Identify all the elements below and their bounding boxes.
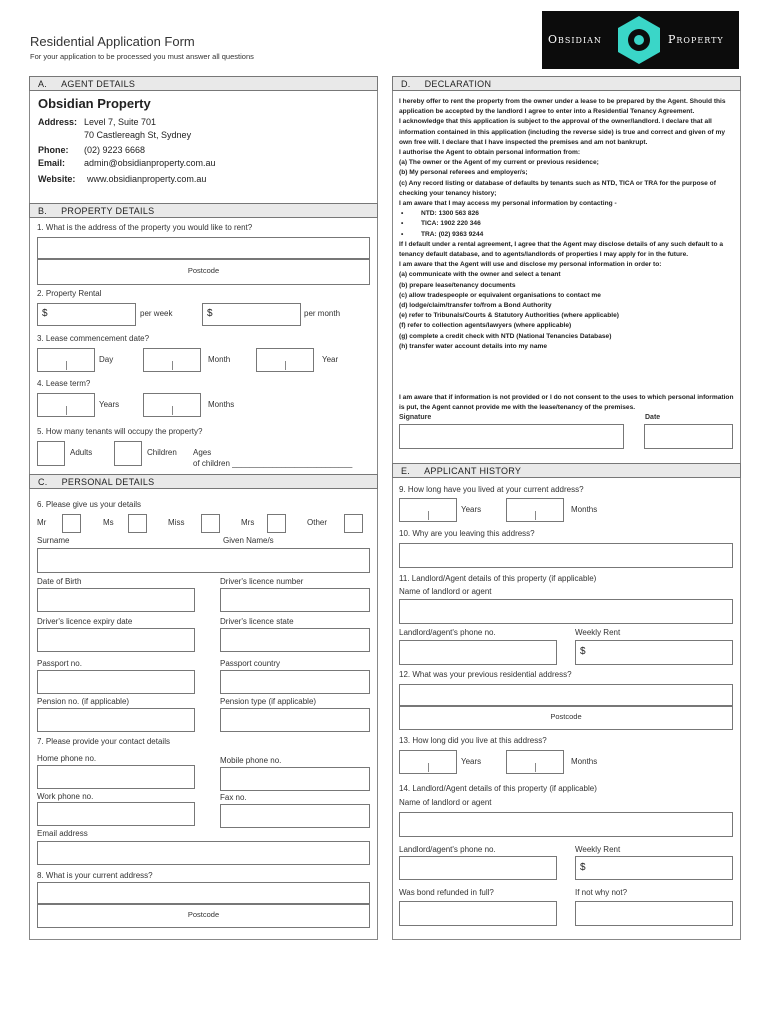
email-input[interactable] [37, 841, 370, 865]
section-personal-details: C. PERSONAL DETAILS [29, 474, 378, 489]
previous-address-input[interactable] [399, 684, 733, 706]
bullet-item: • TRA: (02) 9363 9244 [399, 230, 735, 240]
q13-label: 13. How long did you live at this address? [399, 736, 547, 745]
use-item: (c) allow tradespeople or equivalent organisations to contact me [399, 291, 601, 299]
declaration-para-1: I hereby offer to rent the property from the owner under a lease to be prepared by the Agent. Should this application be accepted by the landlord I agree to enter into a Residential Tenancy Agreement. [399, 98, 726, 116]
ages-label: Ages [193, 448, 212, 457]
lease-months-input[interactable] [143, 393, 201, 417]
use-item: (d) lodge/claim/transfer to/from a Bond Authority [399, 302, 552, 310]
logo-text-right: Property [668, 33, 724, 46]
use-item: (g) complete a credit check with NTD (National Tenancies Database) [399, 332, 612, 340]
q2-label: 2. Property Rental [37, 289, 102, 298]
postcode-label: Postcode [187, 910, 220, 919]
signature-label: Signature [399, 414, 432, 421]
current-months-input[interactable] [506, 498, 564, 522]
other-label: Other [307, 518, 328, 527]
use-item: (f) refer to collection agents/lawyers (where applicable) [399, 322, 572, 330]
contact-bullets [399, 209, 735, 240]
year-label: Year [322, 355, 339, 364]
licence-state-label: Driver's licence state [220, 617, 294, 626]
work-phone-label: Work phone no. [37, 792, 94, 801]
licence-expiry-label: Driver's licence expiry date [37, 617, 133, 626]
weekly-rent-label: Weekly Rent [575, 845, 621, 854]
declaration-para-6: I am aware that the Agent will use and disclose my personal information in order to: [399, 261, 662, 269]
declaration-para-7: I am aware that if information is not provided or I do not consent to the uses to which personal information is put, the Agent cannot provide me with the lease/tenancy of the premises. [399, 394, 734, 412]
postcode-label: Postcode [187, 266, 220, 275]
agent-name: Obsidian Property [38, 96, 151, 111]
day-label: Day [99, 355, 114, 364]
rent-per-month-input[interactable] [202, 303, 301, 326]
q4-label: 4. Lease term? [37, 379, 91, 388]
previous-years-input[interactable] [399, 750, 457, 774]
property-address-input[interactable] [37, 237, 370, 259]
q8-label: 8. What is your current address? [37, 871, 153, 880]
declaration-para-4: I am aware that I may access my personal information by contacting - [399, 200, 617, 208]
ages-of-children-line[interactable]: of children ___________________________ [193, 459, 353, 468]
month-label: Month [208, 355, 231, 364]
dob-input[interactable] [37, 588, 195, 612]
mobile-phone-input[interactable] [220, 767, 370, 791]
weekly-rent-input[interactable] [575, 640, 733, 665]
work-phone-input[interactable] [37, 802, 195, 826]
logo-emblem-icon [613, 14, 665, 66]
mobile-phone-label: Mobile phone no. [220, 756, 282, 765]
declaration-para-3a: (a) The owner or the Agent of my current or previous residence; [399, 159, 599, 167]
agent-email: admin@obsidianproperty.com.au [84, 158, 216, 168]
date-label: Date [645, 414, 661, 421]
rent-per-week-input[interactable] [37, 303, 136, 326]
declaration-date-input[interactable] [644, 424, 733, 449]
landlord-phone-label: Landlord/agent's phone no. [399, 628, 496, 637]
declaration-para-3b: (b) My personal referees and employer/s; [399, 169, 528, 177]
dollar-sign: $ [580, 862, 586, 873]
q9-label: 9. How long have you lived at your current address? [399, 485, 584, 494]
q1-label: 1. What is the address of the property you would like to rent? [37, 223, 253, 232]
previous-months-input[interactable] [506, 750, 564, 774]
licence-state-input[interactable] [220, 628, 370, 652]
landlord-name-label: Name of landlord or agent [399, 798, 492, 807]
declaration-text [399, 97, 735, 352]
name-input[interactable] [37, 548, 370, 573]
landlord-name-label: Name of landlord or agent [399, 587, 492, 596]
mr-checkbox[interactable] [62, 514, 81, 533]
fax-label: Fax no. [220, 793, 247, 802]
passport-no-label: Passport no. [37, 659, 82, 668]
fax-input[interactable] [220, 804, 370, 828]
landlord-phone-label: Landlord/agent's phone no. [399, 845, 496, 854]
surname-label: Surname [37, 536, 70, 545]
previous-postcode-input[interactable] [399, 706, 733, 730]
property-postcode-input[interactable] [37, 259, 370, 285]
use-item: (a) communicate with the owner and select a tenant [399, 271, 561, 279]
logo-text-left: Obsidian [548, 33, 602, 46]
passport-country-label: Passport country [220, 659, 281, 668]
home-phone-label: Home phone no. [37, 754, 97, 763]
q7-label: 7. Please provide your contact details [37, 737, 170, 746]
q5-label: 5. How many tenants will occupy the property? [37, 427, 203, 436]
mr-label: Mr [37, 518, 47, 527]
email-label: Email address [37, 829, 88, 838]
pension-no-label: Pension no. (if applicable) [37, 697, 130, 706]
agent-address-line1: Level 7, Suite 701 [84, 117, 157, 127]
dob-label: Date of Birth [37, 577, 82, 586]
per-month-label: per month [304, 309, 341, 318]
use-item: (e) refer to Tribunals/Courts & Statutory Authorities (where applicable) [399, 312, 619, 320]
pension-type-label: Pension type (if applicable) [220, 697, 317, 706]
current-address-input[interactable] [37, 882, 370, 904]
dollar-sign: $ [580, 646, 586, 657]
ms-checkbox[interactable] [128, 514, 147, 533]
q14-label: 14. Landlord/Agent details of this property (if applicable) [399, 784, 597, 793]
mrs-checkbox[interactable] [267, 514, 286, 533]
adults-label: Adults [70, 448, 93, 457]
q11-label: 11. Landlord/Agent details of this property (if applicable) [399, 574, 597, 583]
mrs-label: Mrs [241, 518, 255, 527]
bond-input[interactable] [399, 901, 557, 926]
use-item: (b) prepare lease/tenancy documents [399, 281, 516, 289]
years-label: Years [99, 400, 120, 409]
bond-label: Was bond refunded in full? [399, 888, 494, 897]
agent-website-label: Website: [38, 174, 76, 184]
months-label: Months [571, 505, 598, 514]
given-names-label: Given Name/s [223, 536, 274, 545]
miss-checkbox[interactable] [201, 514, 220, 533]
signature-input[interactable] [399, 424, 624, 449]
agent-website: www.obsidianproperty.com.au [87, 174, 207, 184]
years-label: Years [461, 505, 482, 514]
adults-input[interactable] [37, 441, 65, 466]
declaration-para-5: If I default under a rental agreement, I agree that the Agent may disclose details of any such default to a tenancy default database, and to agents/landlords of properties I may apply for in the future. [399, 240, 724, 259]
previous-landlord-name-input[interactable] [399, 812, 733, 837]
postcode-label: Postcode [550, 712, 582, 721]
section-applicant-history: E. APPLICANT HISTORY [392, 463, 741, 478]
months-label: Months [571, 757, 598, 766]
section-declaration: D. DECLARATION [392, 76, 741, 91]
section-agent-details: A. AGENT DETAILS [29, 76, 378, 91]
q12-label: 12. What was your previous residential address? [399, 670, 572, 679]
licence-expiry-input[interactable] [37, 628, 195, 652]
use-item: (h) transfer water account details into my name [399, 342, 548, 350]
lease-month-input[interactable] [143, 348, 201, 372]
months-label: Months [208, 400, 235, 409]
home-phone-input[interactable] [37, 765, 195, 789]
agent-address-label: Address: [38, 117, 78, 127]
licence-no-label: Driver's licence number [220, 577, 304, 586]
weekly-rent-label: Weekly Rent [575, 628, 621, 637]
bullet-item: • TICA: 1902 220 346 [399, 219, 735, 229]
children-input[interactable] [114, 441, 142, 466]
landlord-phone-input[interactable] [399, 640, 557, 665]
lease-years-input[interactable] [37, 393, 95, 417]
lease-year-input[interactable] [256, 348, 314, 372]
dollar-sign: $ [42, 308, 48, 319]
licence-no-input[interactable] [220, 588, 370, 612]
miss-label: Miss [168, 518, 185, 527]
years-label: Years [461, 757, 482, 766]
leaving-reason-input[interactable] [399, 543, 733, 568]
declaration-consent [399, 393, 735, 413]
q10-label: 10. Why are you leaving this address? [399, 529, 535, 538]
q3-label: 3. Lease commencement date? [37, 334, 150, 343]
agent-phone-label: Phone: [38, 145, 69, 155]
bullet-item: • NTD: 1300 563 826 [399, 209, 735, 219]
agent-phone: (02) 9223 6668 [84, 145, 146, 155]
passport-no-input[interactable] [37, 670, 195, 694]
declaration-para-3: I authorise the Agent to obtain personal information from: [399, 149, 581, 157]
company-logo [542, 11, 739, 69]
pension-type-input[interactable] [220, 708, 370, 732]
if-not-label: If not why not? [575, 888, 628, 897]
pension-no-input[interactable] [37, 708, 195, 732]
passport-country-input[interactable] [220, 670, 370, 694]
q6-label: 6. Please give us your details [37, 500, 142, 509]
lease-day-input[interactable] [37, 348, 95, 372]
agent-email-label: Email: [38, 158, 66, 168]
section-property-details: B. PROPERTY DETAILS [29, 203, 378, 218]
landlord-name-input[interactable] [399, 599, 733, 624]
form-subtitle: For your application to be processed you must answer all questions [30, 52, 254, 61]
children-label: Children [147, 448, 177, 457]
other-checkbox[interactable] [344, 514, 363, 533]
per-week-label: per week [140, 309, 173, 318]
bond-reason-input[interactable] [575, 901, 733, 926]
agent-address-line2: 70 Castlereagh St, Sydney [84, 130, 192, 140]
ms-label: Ms [103, 518, 114, 527]
form-title: Residential Application Form [30, 34, 195, 49]
previous-weekly-rent-input[interactable] [575, 856, 733, 880]
current-postcode-input[interactable] [37, 904, 370, 928]
dollar-sign: $ [207, 308, 213, 319]
previous-landlord-phone-input[interactable] [399, 856, 557, 880]
current-years-input[interactable] [399, 498, 457, 522]
declaration-para-3c: (c) Any record listing or database of defaults by tenants such as NTD, TICA or TRA for the purpose of checking your tenancy history; [399, 179, 716, 197]
declaration-para-2: I acknowledge that this application is subject to the approval of the owner/landlord. I declare that all information contained in this application (including the reverse side) is true and correct and given of my own free will. I declare that I have inspected the premises and am not bankrupt. [399, 118, 726, 146]
